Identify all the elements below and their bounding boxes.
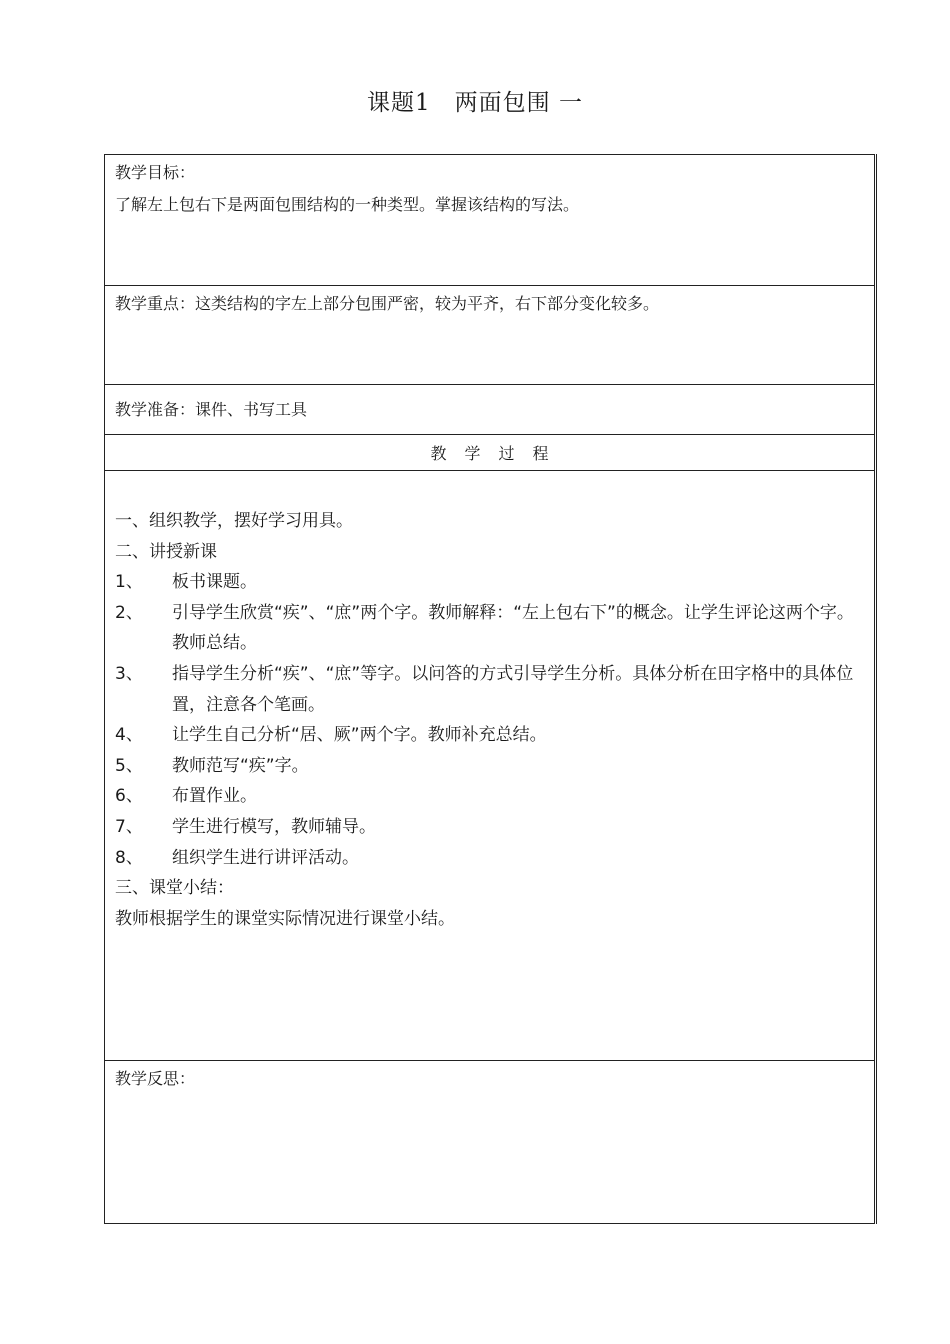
preparation-row [105,385,874,435]
section-summary: 三、课堂小结： [115,878,234,899]
key-point-row [105,286,874,385]
objective-label: 教学目标： [115,163,196,182]
step-number: 3、 [115,663,143,684]
step-text: 引导学生欣赏“疾”、“庶”两个字。教师解释：“左上包右下”的概念。让学生评论这两个字。教师总结。 [172,602,854,654]
step-text: 指导学生分析“疾”、“庶”等字。以问答的方式引导学生分析。具体分析在田字格中的具体位置，注意各个笔画。 [172,663,854,715]
step-text: 教师范写“疾”字。 [172,755,309,776]
reflection-label: 教学反思： [115,1069,196,1088]
step-number: 7、 [115,816,143,837]
step-item [115,812,866,843]
page-title: 课题1 两面包围 一 [367,90,583,116]
process-header-row [105,435,874,471]
step-item [115,659,866,720]
section-organize: 一、组织教学，摆好学习用具。 [115,511,353,531]
preparation-text: 教学准备：课件、书写工具 [115,400,308,419]
objective-text: 了解左上包右下是两面包围结构的一种类型。掌握该结构的写法。 [115,195,580,214]
step-item [115,598,866,659]
step-number: 8、 [115,847,143,868]
reflection-row [105,1061,874,1223]
step-text: 学生进行模写，教师辅导。 [172,816,376,837]
section-teach: 二、讲授新课 [115,541,217,562]
step-text: 布置作业。 [172,786,257,807]
step-number: 5、 [115,755,143,776]
step-number: 4、 [115,725,143,746]
step-item [115,751,866,782]
objective-row [105,155,874,286]
step-number: 2、 [115,602,143,623]
step-text: 组织学生进行讲评活动。 [172,847,359,868]
key-point-text: 教学重点：这类结构的字左上部分包围严密，较为平齐，右下部分变化较多。 [115,294,660,313]
process-header: 教学过程 [430,444,567,463]
step-number: 1、 [115,572,143,593]
step-item [115,843,866,874]
process-row [105,471,874,1061]
summary-text: 教师根据学生的课堂实际情况进行课堂小结。 [115,908,455,929]
step-number: 6、 [115,786,143,807]
process-content [115,506,866,934]
lesson-plan-table [104,154,875,1224]
step-text: 让学生自己分析“居、厥”两个字。教师补充总结。 [172,725,547,746]
step-item [115,720,866,751]
step-text: 板书课题。 [172,572,257,593]
step-item [115,567,866,598]
step-item [115,781,866,812]
